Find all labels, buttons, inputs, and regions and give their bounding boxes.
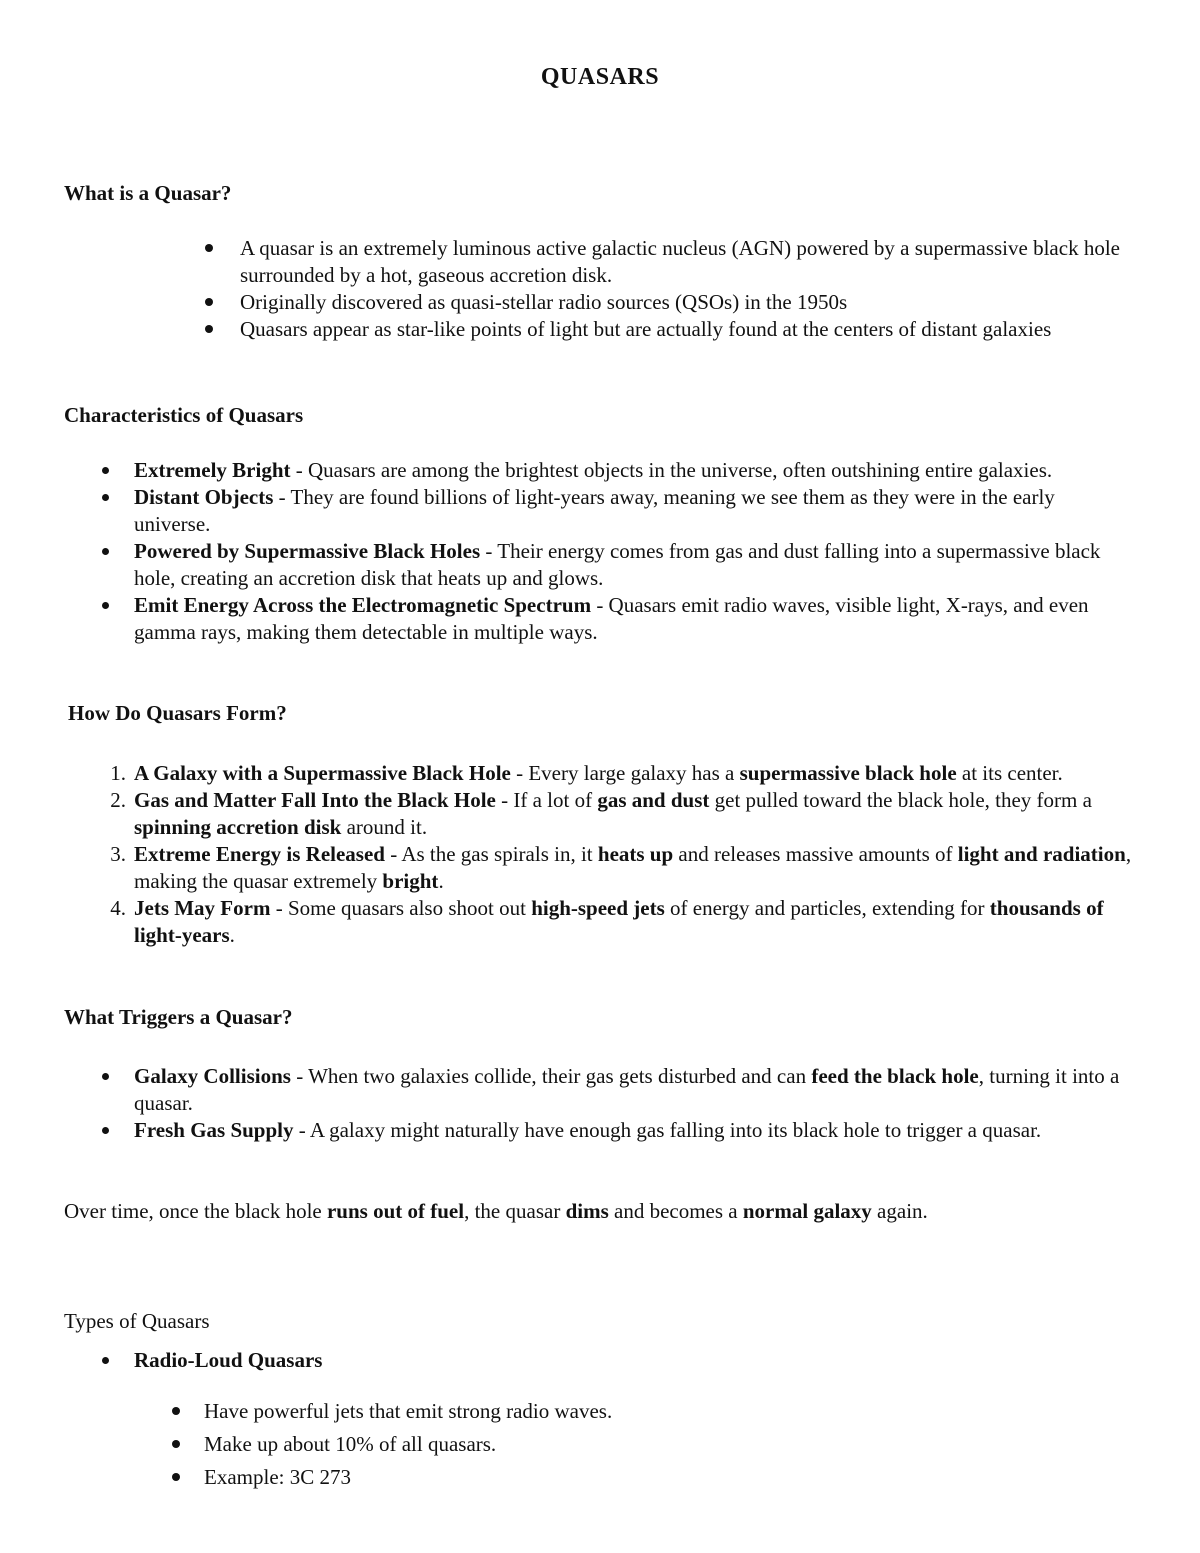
bullet-icon — [102, 602, 109, 609]
list-item: Emit Energy Across the Electromagnetic Spectrum - Quasars emit radio waves, visible light, X-rays, and even gamma rays, making them detectable in multiple ways. — [134, 592, 1134, 646]
list-item: Fresh Gas Supply - A galaxy might naturally have enough gas falling into its black hole to trigger a quasar. — [134, 1117, 1134, 1144]
bullet-icon — [102, 548, 109, 555]
types-list — [134, 1347, 1134, 1374]
bullet-icon — [205, 298, 213, 306]
page-title: QUASARS — [540, 64, 660, 90]
bullet-icon — [102, 1073, 109, 1080]
list-item: Quasars appear as star-like points of light but are actually found at the centers of distant galaxies — [240, 316, 1140, 343]
list-item: Powered by Supermassive Black Holes - Their energy comes from gas and dust falling into a supermassive black hole, creating an accretion disk that heats up and glows. — [134, 538, 1134, 592]
bullet-icon — [172, 1440, 180, 1448]
list-item: Extremely Bright - Quasars are among the brightest objects in the universe, often outshining entire galaxies. — [134, 457, 1134, 484]
list-item: Radio-Loud Quasars — [134, 1347, 1134, 1374]
radio-loud-list — [204, 1395, 1104, 1494]
list-item: 3. Extreme Energy is Released - As the gas spirals in, it heats up and releases massive amounts of light and radiation, making the quasar extremely bright. — [134, 841, 1134, 895]
list-item: A quasar is an extremely luminous active galactic nucleus (AGN) powered by a supermassive black hole surrounded by a hot, gaseous accretion disk. — [240, 235, 1140, 289]
heading-triggers: What Triggers a Quasar? — [64, 1005, 293, 1029]
list-number: 2. — [110, 788, 126, 812]
list-number: 3. — [110, 842, 126, 866]
characteristics-list — [134, 457, 1134, 646]
conclusion-paragraph: Over time, once the black hole runs out of fuel, the quasar dims and becomes a normal galaxy again. — [64, 1199, 928, 1223]
list-item: Galaxy Collisions - When two galaxies collide, their gas gets disturbed and can feed the black hole, turning it into a quasar. — [134, 1063, 1134, 1117]
list-number: 1. — [110, 761, 126, 785]
heading-types: Types of Quasars — [64, 1309, 210, 1333]
heading-formation: How Do Quasars Form? — [68, 701, 287, 725]
list-item: Make up about 10% of all quasars. — [204, 1428, 1104, 1461]
list-item: 4. Jets May Form - Some quasars also shoot out high-speed jets of energy and particles, extending for thousands of light-years. — [134, 895, 1134, 949]
bullet-icon — [102, 1127, 109, 1134]
bullet-icon — [102, 1357, 109, 1364]
list-item: 2. Gas and Matter Fall Into the Black Hole - If a lot of gas and dust get pulled toward the black hole, they form a spinning accretion disk around it. — [134, 787, 1134, 841]
bullet-icon — [205, 244, 213, 252]
bullet-icon — [205, 325, 213, 333]
bullet-icon — [172, 1473, 180, 1481]
list-number: 4. — [110, 896, 126, 920]
list-item: Originally discovered as quasi-stellar radio sources (QSOs) in the 1950s — [240, 289, 1140, 316]
list-item: Have powerful jets that emit strong radio waves. — [204, 1395, 1104, 1428]
what-is-list — [240, 235, 1140, 343]
list-item: 1. A Galaxy with a Supermassive Black Hole - Every large galaxy has a supermassive black hole at its center. — [134, 760, 1134, 787]
bullet-icon — [102, 494, 109, 501]
bullet-icon — [102, 467, 109, 474]
heading-what-is-quasar: What is a Quasar? — [64, 181, 232, 205]
bullet-icon — [172, 1407, 180, 1415]
heading-characteristics: Characteristics of Quasars — [64, 403, 304, 427]
triggers-list — [134, 1063, 1134, 1144]
list-item: Distant Objects - They are found billions of light-years away, meaning we see them as they were in the early universe. — [134, 484, 1134, 538]
formation-list — [110, 760, 1134, 949]
list-item: Example: 3C 273 — [204, 1461, 1104, 1494]
